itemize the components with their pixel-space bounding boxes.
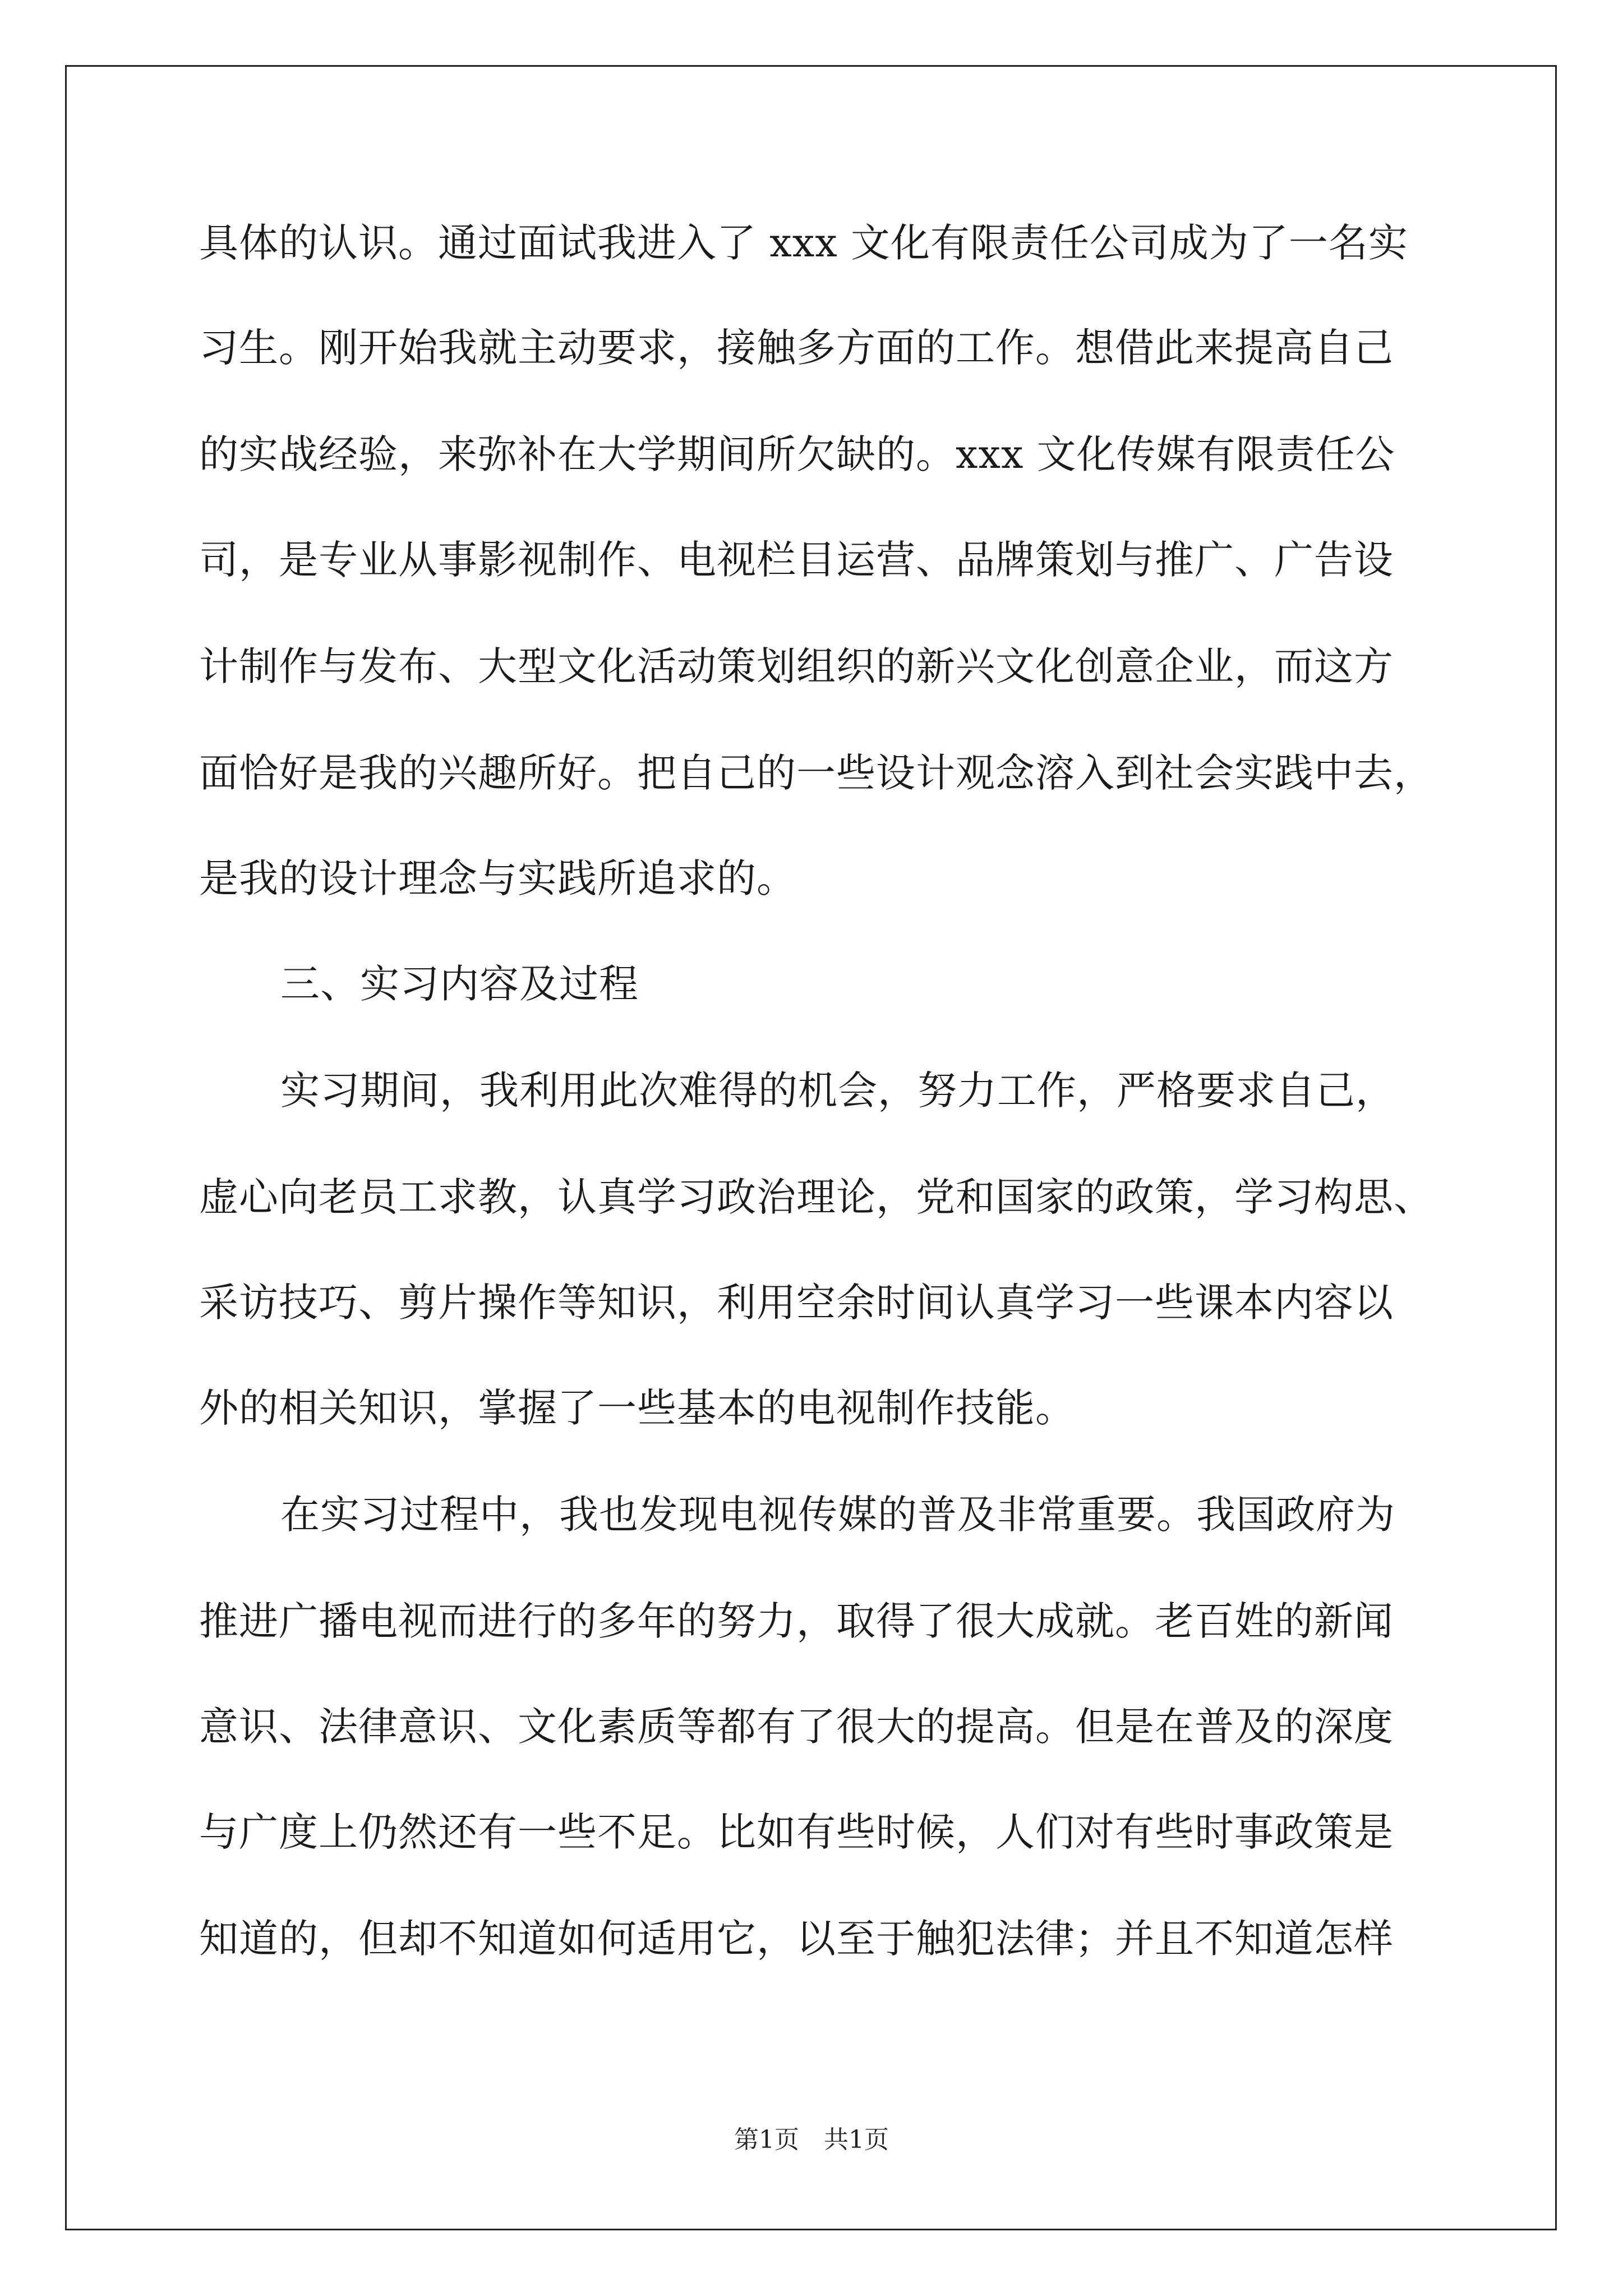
section-heading: 三、实习内容及过程: [280, 961, 639, 1007]
text-line: 是我的设计理念与实践所追求的。: [199, 855, 796, 901]
page-footer: 第1页 共1页: [734, 2125, 889, 2154]
text-line: 推进广播电视而进行的多年的努力，取得了很大成就。老百姓的新闻: [199, 1598, 1394, 1644]
text-line: 实习期间，我利用此次难得的机会，努力工作，严格要求自己，: [280, 1068, 1395, 1114]
text-line: 的实战经验，来弥补在大学期间所欠缺的。xxx 文化传媒有限责任公: [199, 431, 1395, 477]
text-line: 面恰好是我的兴趣所好。把自己的一些设计观念溶入到社会实践中去，: [199, 750, 1433, 796]
text-line: 具体的认识。通过面试我进入了 xxx 文化有限责任公司成为了一名实: [199, 220, 1408, 266]
page-border: [65, 65, 1557, 2230]
text-line: 采访技巧、剪片操作等知识，利用空余时间认真学习一些课本内容以: [199, 1280, 1394, 1326]
text-line: 外的相关知识，掌握了一些基本的电视制作技能。: [199, 1385, 1075, 1431]
text-line: 计制作与发布、大型文化活动策划组织的新兴文化创意企业，而这方: [199, 643, 1394, 689]
text-line: 知道的，但却不知道如何适用它，以至于触犯法律；并且不知道怎样: [199, 1916, 1394, 1962]
text-line: 司，是专业从事影视制作、电视栏目运营、品牌策划与推广、广告设: [199, 537, 1394, 583]
text-line: 意识、法律意识、文化素质等都有了很大的提高。但是在普及的深度: [199, 1704, 1394, 1750]
text-line: 虚心向老员工求教，认真学习政治理论，党和国家的政策，学习构思、: [199, 1174, 1433, 1220]
text-line: 在实习过程中，我也发现电视传媒的普及非常重要。我国政府为: [280, 1492, 1395, 1538]
text-line: 与广度上仍然还有一些不足。比如有些时候，人们对有些时事政策是: [199, 1809, 1394, 1855]
text-line: 习生。刚开始我就主动要求，接触多方面的工作。想借此来提高自己: [199, 325, 1394, 371]
